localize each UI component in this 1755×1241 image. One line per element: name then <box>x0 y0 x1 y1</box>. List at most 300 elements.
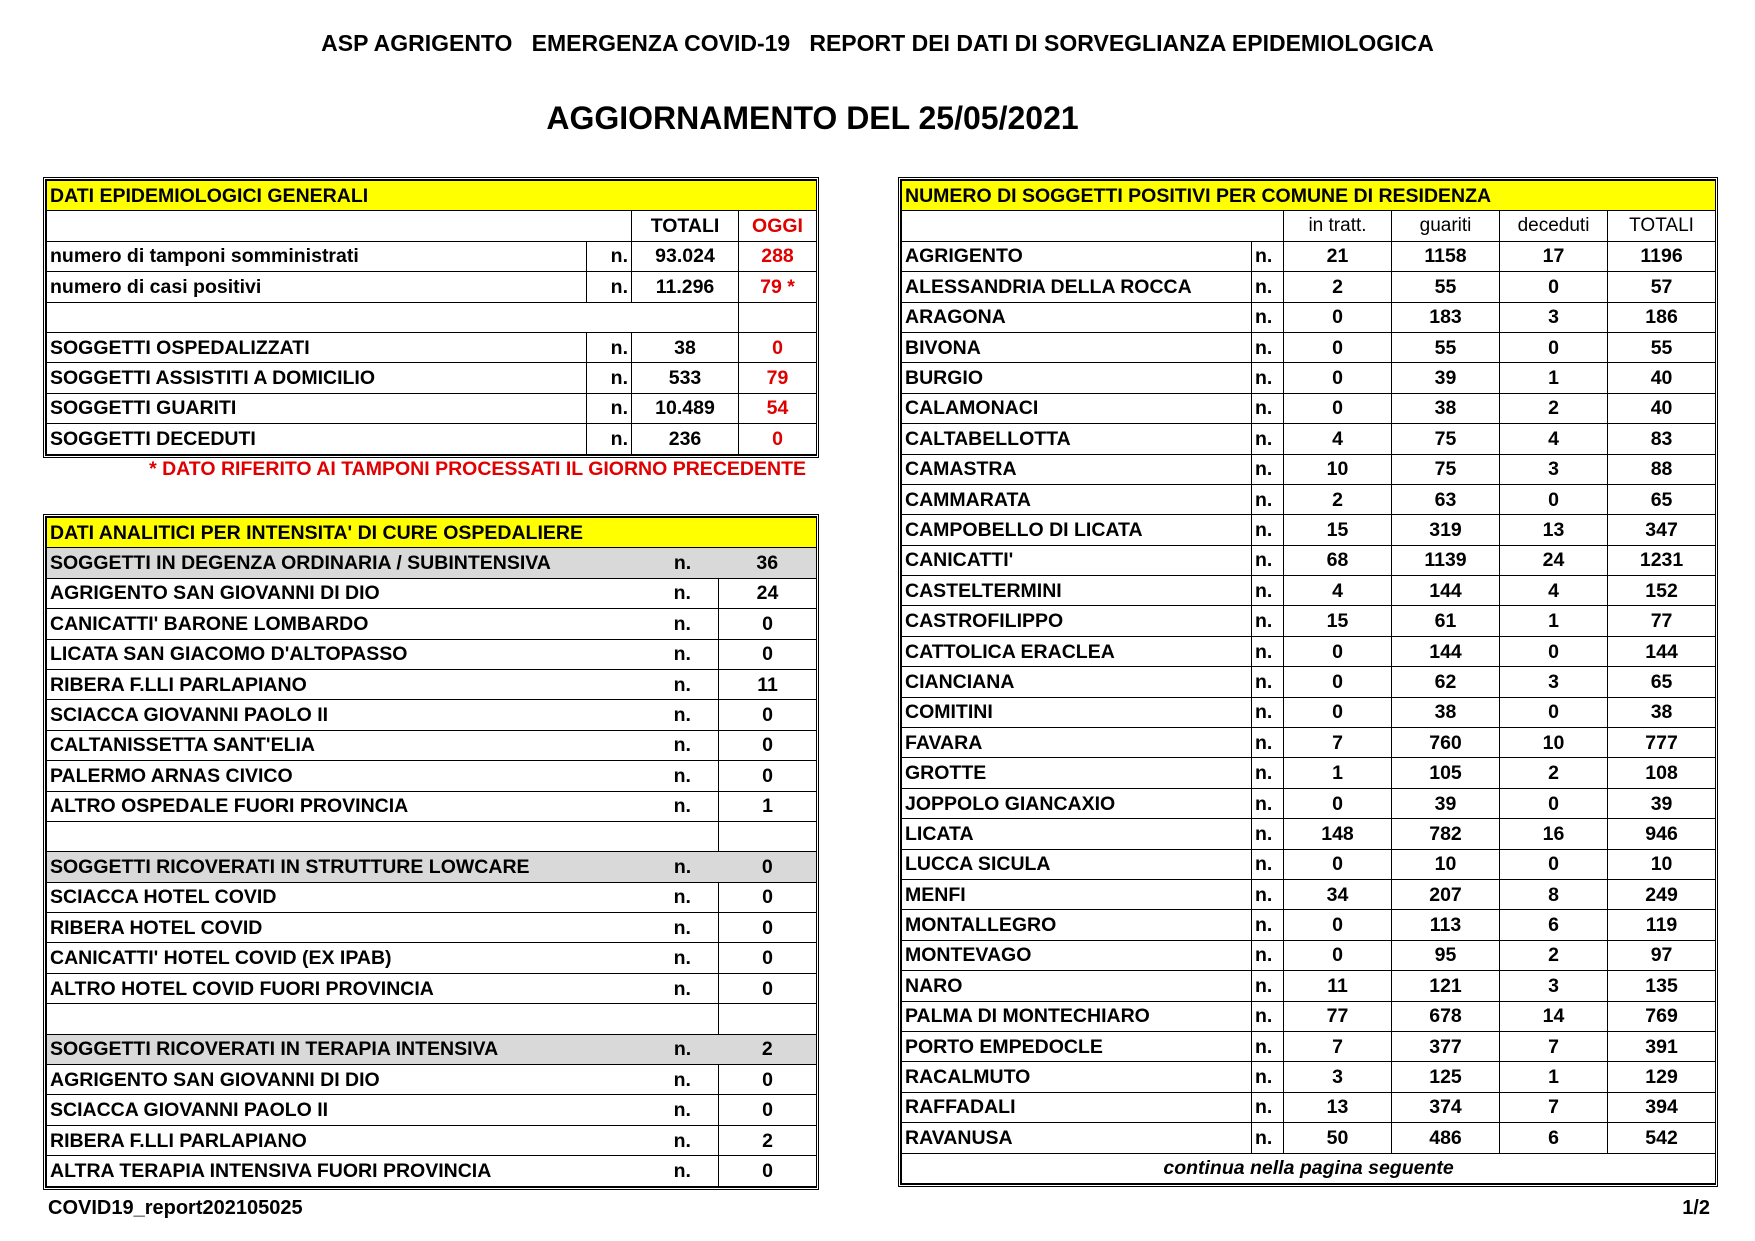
guariti: 183 <box>1392 302 1500 332</box>
section-value: 2 <box>719 1034 817 1064</box>
comune-row <box>902 728 1716 758</box>
deceduti: 3 <box>1500 667 1608 697</box>
comune-row <box>902 758 1716 788</box>
page-number: 1/2 <box>1682 1197 1710 1219</box>
comune-row <box>902 1123 1716 1153</box>
guariti: 144 <box>1392 636 1500 666</box>
facility-unit: n. <box>647 791 719 821</box>
facility-name: LICATA SAN GIACOMO D'ALTOPASSO <box>47 639 647 669</box>
row-unit: n. <box>1252 1001 1284 1031</box>
totali: 249 <box>1608 879 1716 909</box>
guariti: 75 <box>1392 424 1500 454</box>
row-unit: n. <box>1252 1031 1284 1061</box>
row-unit: n. <box>1252 1092 1284 1122</box>
in-trattamento: 3 <box>1284 1062 1392 1092</box>
row-unit: n. <box>587 332 632 362</box>
deceduti: 3 <box>1500 302 1608 332</box>
row-unit: n. <box>1252 971 1284 1001</box>
facility-value: 0 <box>719 1065 817 1095</box>
comune-name: BURGIO <box>902 363 1252 393</box>
guariti: 55 <box>1392 332 1500 362</box>
in-trattamento: 0 <box>1284 849 1392 879</box>
facility-unit: n. <box>647 913 719 943</box>
row-unit: n. <box>1252 758 1284 788</box>
facility-row <box>47 1125 817 1155</box>
in-trattamento: 0 <box>1284 393 1392 423</box>
row-unit: n. <box>1252 940 1284 970</box>
comune-row <box>902 363 1716 393</box>
comune-name: CAMPOBELLO DI LICATA <box>902 515 1252 545</box>
totali: 40 <box>1608 363 1716 393</box>
row-unit: n. <box>587 363 632 393</box>
guariti: 75 <box>1392 454 1500 484</box>
analytic-data-table <box>46 517 817 1187</box>
comune-row <box>902 1001 1716 1031</box>
totali: 97 <box>1608 940 1716 970</box>
totali: 777 <box>1608 728 1716 758</box>
in-trattamento: 1 <box>1284 758 1392 788</box>
section-total-row <box>47 852 817 882</box>
col-header: in tratt. <box>1284 211 1392 241</box>
row-unit: n. <box>1252 515 1284 545</box>
facility-row <box>47 609 817 639</box>
comune-row <box>902 332 1716 362</box>
guariti: 55 <box>1392 272 1500 302</box>
totali: 1196 <box>1608 241 1716 271</box>
facility-row <box>47 669 817 699</box>
row-label: SOGGETTI GUARITI <box>47 393 587 423</box>
in-trattamento: 0 <box>1284 788 1392 818</box>
in-trattamento: 0 <box>1284 636 1392 666</box>
facility-unit: n. <box>647 730 719 760</box>
section-label: SOGGETTI RICOVERATI IN TERAPIA INTENSIVA <box>47 1034 647 1064</box>
deceduti: 0 <box>1500 272 1608 302</box>
totali: 135 <box>1608 971 1716 1001</box>
facility-value: 0 <box>719 609 817 639</box>
totali: 108 <box>1608 758 1716 788</box>
totali: 83 <box>1608 424 1716 454</box>
comune-row <box>902 940 1716 970</box>
general-row <box>47 332 817 362</box>
comune-row <box>902 484 1716 514</box>
comune-name: RACALMUTO <box>902 1062 1252 1092</box>
facility-name: AGRIGENTO SAN GIOVANNI DI DIO <box>47 578 647 608</box>
guariti: 63 <box>1392 484 1500 514</box>
general-data-box <box>43 177 819 458</box>
guariti: 121 <box>1392 971 1500 1001</box>
row-totali: 93.024 <box>632 241 739 271</box>
in-trattamento: 21 <box>1284 241 1392 271</box>
totali: 38 <box>1608 697 1716 727</box>
comune-row <box>902 302 1716 332</box>
row-unit: n. <box>1252 910 1284 940</box>
deceduti: 1 <box>1500 1062 1608 1092</box>
comuni-box <box>898 177 1718 1187</box>
facility-unit: n. <box>647 973 719 1003</box>
facility-value: 0 <box>719 700 817 730</box>
guariti: 1158 <box>1392 241 1500 271</box>
comune-row <box>902 545 1716 575</box>
facility-row <box>47 913 817 943</box>
row-unit: n. <box>1252 636 1284 666</box>
facility-name: PALERMO ARNAS CIVICO <box>47 761 647 791</box>
row-unit: n. <box>1252 241 1284 271</box>
row-unit: n. <box>587 393 632 423</box>
facility-unit: n. <box>647 609 719 639</box>
deceduti: 0 <box>1500 697 1608 727</box>
comune-name: NARO <box>902 971 1252 1001</box>
footnote: * DATO RIFERITO AI TAMPONI PROCESSATI IL GIORNO PRECEDENTE <box>149 458 806 480</box>
facility-name: AGRIGENTO SAN GIOVANNI DI DIO <box>47 1065 647 1095</box>
in-trattamento: 0 <box>1284 667 1392 697</box>
comune-name: CIANCIANA <box>902 667 1252 697</box>
section-label: SOGGETTI RICOVERATI IN STRUTTURE LOWCARE <box>47 852 647 882</box>
guariti: 125 <box>1392 1062 1500 1092</box>
comune-row <box>902 1092 1716 1122</box>
row-unit: n. <box>587 424 632 454</box>
totali: 39 <box>1608 788 1716 818</box>
comune-name: CASTELTERMINI <box>902 576 1252 606</box>
facility-unit: n. <box>647 1065 719 1095</box>
comune-name: COMITINI <box>902 697 1252 727</box>
comune-row <box>902 879 1716 909</box>
row-unit: n. <box>1252 879 1284 909</box>
in-trattamento: 0 <box>1284 940 1392 970</box>
deceduti: 8 <box>1500 879 1608 909</box>
facility-value: 0 <box>719 730 817 760</box>
facility-unit: n. <box>647 1125 719 1155</box>
facility-value: 2 <box>719 1125 817 1155</box>
comune-name: CATTOLICA ERACLEA <box>902 636 1252 666</box>
in-trattamento: 0 <box>1284 910 1392 940</box>
guariti: 95 <box>1392 940 1500 970</box>
guariti: 113 <box>1392 910 1500 940</box>
in-trattamento: 34 <box>1284 879 1392 909</box>
row-unit: n. <box>1252 697 1284 727</box>
section-unit: n. <box>647 1034 719 1064</box>
guariti: 39 <box>1392 363 1500 393</box>
row-unit: n. <box>1252 788 1284 818</box>
facility-unit: n. <box>647 669 719 699</box>
spacer-row <box>47 821 719 851</box>
facility-name: RIBERA HOTEL COVID <box>47 913 647 943</box>
comune-name: MENFI <box>902 879 1252 909</box>
totali: 88 <box>1608 454 1716 484</box>
facility-unit: n. <box>647 1156 719 1186</box>
deceduti: 0 <box>1500 636 1608 666</box>
in-trattamento: 11 <box>1284 971 1392 1001</box>
row-oggi: 0 <box>739 332 817 362</box>
guariti: 38 <box>1392 393 1500 423</box>
totali: 57 <box>1608 272 1716 302</box>
comune-row <box>902 971 1716 1001</box>
comune-name: CASTROFILIPPO <box>902 606 1252 636</box>
comune-row <box>902 697 1716 727</box>
section-label: SOGGETTI IN DEGENZA ORDINARIA / SUBINTENSIVA <box>47 548 647 578</box>
comune-name: LICATA <box>902 819 1252 849</box>
row-unit: n. <box>1252 606 1284 636</box>
row-totali: 236 <box>632 424 739 454</box>
totali: 55 <box>1608 332 1716 362</box>
in-trattamento: 0 <box>1284 332 1392 362</box>
continue-note: continua nella pagina seguente <box>902 1153 1716 1183</box>
comune-name: PORTO EMPEDOCLE <box>902 1031 1252 1061</box>
facility-name: CANICATTI' BARONE LOMBARDO <box>47 609 647 639</box>
in-trattamento: 7 <box>1284 728 1392 758</box>
deceduti: 3 <box>1500 971 1608 1001</box>
guariti: 39 <box>1392 788 1500 818</box>
facility-name: SCIACCA GIOVANNI PAOLO II <box>47 1095 647 1125</box>
analytic-data-box <box>43 514 819 1190</box>
comune-name: CAMASTRA <box>902 454 1252 484</box>
general-row <box>47 424 817 454</box>
in-trattamento: 50 <box>1284 1123 1392 1153</box>
facility-row <box>47 973 817 1003</box>
in-trattamento: 15 <box>1284 606 1392 636</box>
facility-row <box>47 791 817 821</box>
deceduti: 2 <box>1500 758 1608 788</box>
facility-row <box>47 1065 817 1095</box>
row-unit: n. <box>1252 363 1284 393</box>
totali: 10 <box>1608 849 1716 879</box>
in-trattamento: 4 <box>1284 424 1392 454</box>
deceduti: 0 <box>1500 849 1608 879</box>
comune-row <box>902 910 1716 940</box>
comune-name: ALESSANDRIA DELLA ROCCA <box>902 272 1252 302</box>
deceduti: 3 <box>1500 454 1608 484</box>
general-row <box>47 241 817 271</box>
facility-value: 11 <box>719 669 817 699</box>
row-unit: n. <box>1252 667 1284 697</box>
row-label: SOGGETTI OSPEDALIZZATI <box>47 332 587 362</box>
deceduti: 7 <box>1500 1031 1608 1061</box>
in-trattamento: 7 <box>1284 1031 1392 1061</box>
facility-value: 0 <box>719 973 817 1003</box>
general-row <box>47 272 817 302</box>
file-name: COVID19_report202105025 <box>48 1197 303 1219</box>
facility-name: SCIACCA GIOVANNI PAOLO II <box>47 700 647 730</box>
facility-row <box>47 578 817 608</box>
totali: 77 <box>1608 606 1716 636</box>
report-date: AGGIORNAMENTO DEL 25/05/2021 <box>546 100 1079 136</box>
row-unit: n. <box>1252 332 1284 362</box>
comune-name: ARAGONA <box>902 302 1252 332</box>
row-unit: n. <box>587 241 632 271</box>
section-value: 0 <box>719 852 817 882</box>
totali: 152 <box>1608 576 1716 606</box>
comune-name: CALAMONACI <box>902 393 1252 423</box>
totali: 1231 <box>1608 545 1716 575</box>
section-value: 36 <box>719 548 817 578</box>
in-trattamento: 0 <box>1284 363 1392 393</box>
comune-row <box>902 515 1716 545</box>
facility-value: 24 <box>719 578 817 608</box>
deceduti: 6 <box>1500 910 1608 940</box>
section-unit: n. <box>647 852 719 882</box>
col-header: guariti <box>1392 211 1500 241</box>
row-unit: n. <box>1252 1062 1284 1092</box>
guariti: 62 <box>1392 667 1500 697</box>
facility-name: SCIACCA HOTEL COVID <box>47 882 647 912</box>
facility-name: CALTANISSETTA SANT'ELIA <box>47 730 647 760</box>
deceduti: 10 <box>1500 728 1608 758</box>
comune-row <box>902 424 1716 454</box>
facility-unit: n. <box>647 639 719 669</box>
guariti: 61 <box>1392 606 1500 636</box>
facility-unit: n. <box>647 1095 719 1125</box>
comune-row <box>902 636 1716 666</box>
deceduti: 4 <box>1500 576 1608 606</box>
comune-name: LUCCA SICULA <box>902 849 1252 879</box>
in-trattamento: 10 <box>1284 454 1392 484</box>
guariti: 207 <box>1392 879 1500 909</box>
row-oggi: 79 <box>739 363 817 393</box>
facility-row <box>47 882 817 912</box>
facility-row <box>47 761 817 791</box>
col-header: deceduti <box>1500 211 1608 241</box>
row-oggi: 0 <box>739 424 817 454</box>
spacer-row <box>47 302 739 332</box>
row-unit: n. <box>1252 272 1284 302</box>
comune-row <box>902 576 1716 606</box>
guariti: 105 <box>1392 758 1500 788</box>
facility-value: 0 <box>719 761 817 791</box>
general-row <box>47 393 817 423</box>
facility-unit: n. <box>647 761 719 791</box>
in-trattamento: 0 <box>1284 302 1392 332</box>
in-trattamento: 15 <box>1284 515 1392 545</box>
totali: 65 <box>1608 667 1716 697</box>
in-trattamento: 2 <box>1284 272 1392 302</box>
section-unit: n. <box>647 548 719 578</box>
general-heading: DATI EPIDEMIOLOGICI GENERALI <box>47 181 817 211</box>
guariti: 782 <box>1392 819 1500 849</box>
facility-value: 0 <box>719 1095 817 1125</box>
facility-row <box>47 639 817 669</box>
comune-name: RAFFADALI <box>902 1092 1252 1122</box>
totali: 347 <box>1608 515 1716 545</box>
facility-value: 0 <box>719 943 817 973</box>
deceduti: 14 <box>1500 1001 1608 1031</box>
comune-row <box>902 1031 1716 1061</box>
row-unit: n. <box>1252 545 1284 575</box>
row-unit: n. <box>1252 454 1284 484</box>
comune-name: PALMA DI MONTECHIARO <box>902 1001 1252 1031</box>
comune-name: CANICATTI' <box>902 545 1252 575</box>
col-header: TOTALI <box>1608 211 1716 241</box>
col-totali: TOTALI <box>632 211 739 241</box>
deceduti: 1 <box>1500 606 1608 636</box>
row-oggi: 288 <box>739 241 817 271</box>
deceduti: 17 <box>1500 241 1608 271</box>
row-unit: n. <box>1252 393 1284 423</box>
comune-row <box>902 272 1716 302</box>
comune-name: BIVONA <box>902 332 1252 362</box>
totali: 542 <box>1608 1123 1716 1153</box>
row-unit: n. <box>1252 424 1284 454</box>
comune-name: CAMMARATA <box>902 484 1252 514</box>
in-trattamento: 4 <box>1284 576 1392 606</box>
comune-row <box>902 606 1716 636</box>
facility-value: 0 <box>719 882 817 912</box>
deceduti: 0 <box>1500 788 1608 818</box>
facility-value: 1 <box>719 791 817 821</box>
in-trattamento: 77 <box>1284 1001 1392 1031</box>
in-trattamento: 2 <box>1284 484 1392 514</box>
totali: 119 <box>1608 910 1716 940</box>
row-oggi: 79 * <box>739 272 817 302</box>
row-unit: n. <box>1252 849 1284 879</box>
facility-row <box>47 1095 817 1125</box>
facility-name: RIBERA F.LLI PARLAPIANO <box>47 1125 647 1155</box>
in-trattamento: 13 <box>1284 1092 1392 1122</box>
row-totali: 533 <box>632 363 739 393</box>
in-trattamento: 68 <box>1284 545 1392 575</box>
section-total-row <box>47 1034 817 1064</box>
row-unit: n. <box>587 272 632 302</box>
totali: 40 <box>1608 393 1716 423</box>
row-unit: n. <box>1252 576 1284 606</box>
facility-name: CANICATTI' HOTEL COVID (EX IPAB) <box>47 943 647 973</box>
guariti: 678 <box>1392 1001 1500 1031</box>
deceduti: 24 <box>1500 545 1608 575</box>
facility-value: 0 <box>719 639 817 669</box>
deceduti: 13 <box>1500 515 1608 545</box>
facility-unit: n. <box>647 578 719 608</box>
row-totali: 10.489 <box>632 393 739 423</box>
comune-name: AGRIGENTO <box>902 241 1252 271</box>
guariti: 760 <box>1392 728 1500 758</box>
comuni-table <box>901 180 1716 1184</box>
facility-row <box>47 943 817 973</box>
row-unit: n. <box>1252 302 1284 332</box>
general-data-table <box>46 180 817 455</box>
totali: 769 <box>1608 1001 1716 1031</box>
deceduti: 0 <box>1500 332 1608 362</box>
guariti: 374 <box>1392 1092 1500 1122</box>
facility-row <box>47 700 817 730</box>
row-totali: 38 <box>632 332 739 362</box>
spacer-row <box>47 1004 719 1034</box>
row-unit: n. <box>1252 819 1284 849</box>
facility-unit: n. <box>647 882 719 912</box>
facility-name: ALTRO HOTEL COVID FUORI PROVINCIA <box>47 973 647 1003</box>
deceduti: 6 <box>1500 1123 1608 1153</box>
row-label: SOGGETTI ASSISTITI A DOMICILIO <box>47 363 587 393</box>
comune-name: MONTALLEGRO <box>902 910 1252 940</box>
facility-row <box>47 730 817 760</box>
report-title: ASP AGRIGENTO EMERGENZA COVID-19 REPORT DEI DATI DI SORVEGLIANZA EPIDEMIOLOGICA <box>321 30 1434 56</box>
deceduti: 16 <box>1500 819 1608 849</box>
deceduti: 2 <box>1500 940 1608 970</box>
deceduti: 0 <box>1500 484 1608 514</box>
row-label: SOGGETTI DECEDUTI <box>47 424 587 454</box>
totali: 186 <box>1608 302 1716 332</box>
facility-name: ALTRA TERAPIA INTENSIVA FUORI PROVINCIA <box>47 1156 647 1186</box>
guariti: 38 <box>1392 697 1500 727</box>
facility-row <box>47 1156 817 1186</box>
totali: 391 <box>1608 1031 1716 1061</box>
facility-name: RIBERA F.LLI PARLAPIANO <box>47 669 647 699</box>
comune-row <box>902 1062 1716 1092</box>
guariti: 486 <box>1392 1123 1500 1153</box>
comune-name: MONTEVAGO <box>902 940 1252 970</box>
totali: 144 <box>1608 636 1716 666</box>
comune-row <box>902 667 1716 697</box>
comune-name: JOPPOLO GIANCAXIO <box>902 788 1252 818</box>
totali: 65 <box>1608 484 1716 514</box>
analytic-heading: DATI ANALITICI PER INTENSITA' DI CURE OSPEDALIERE <box>47 518 817 548</box>
